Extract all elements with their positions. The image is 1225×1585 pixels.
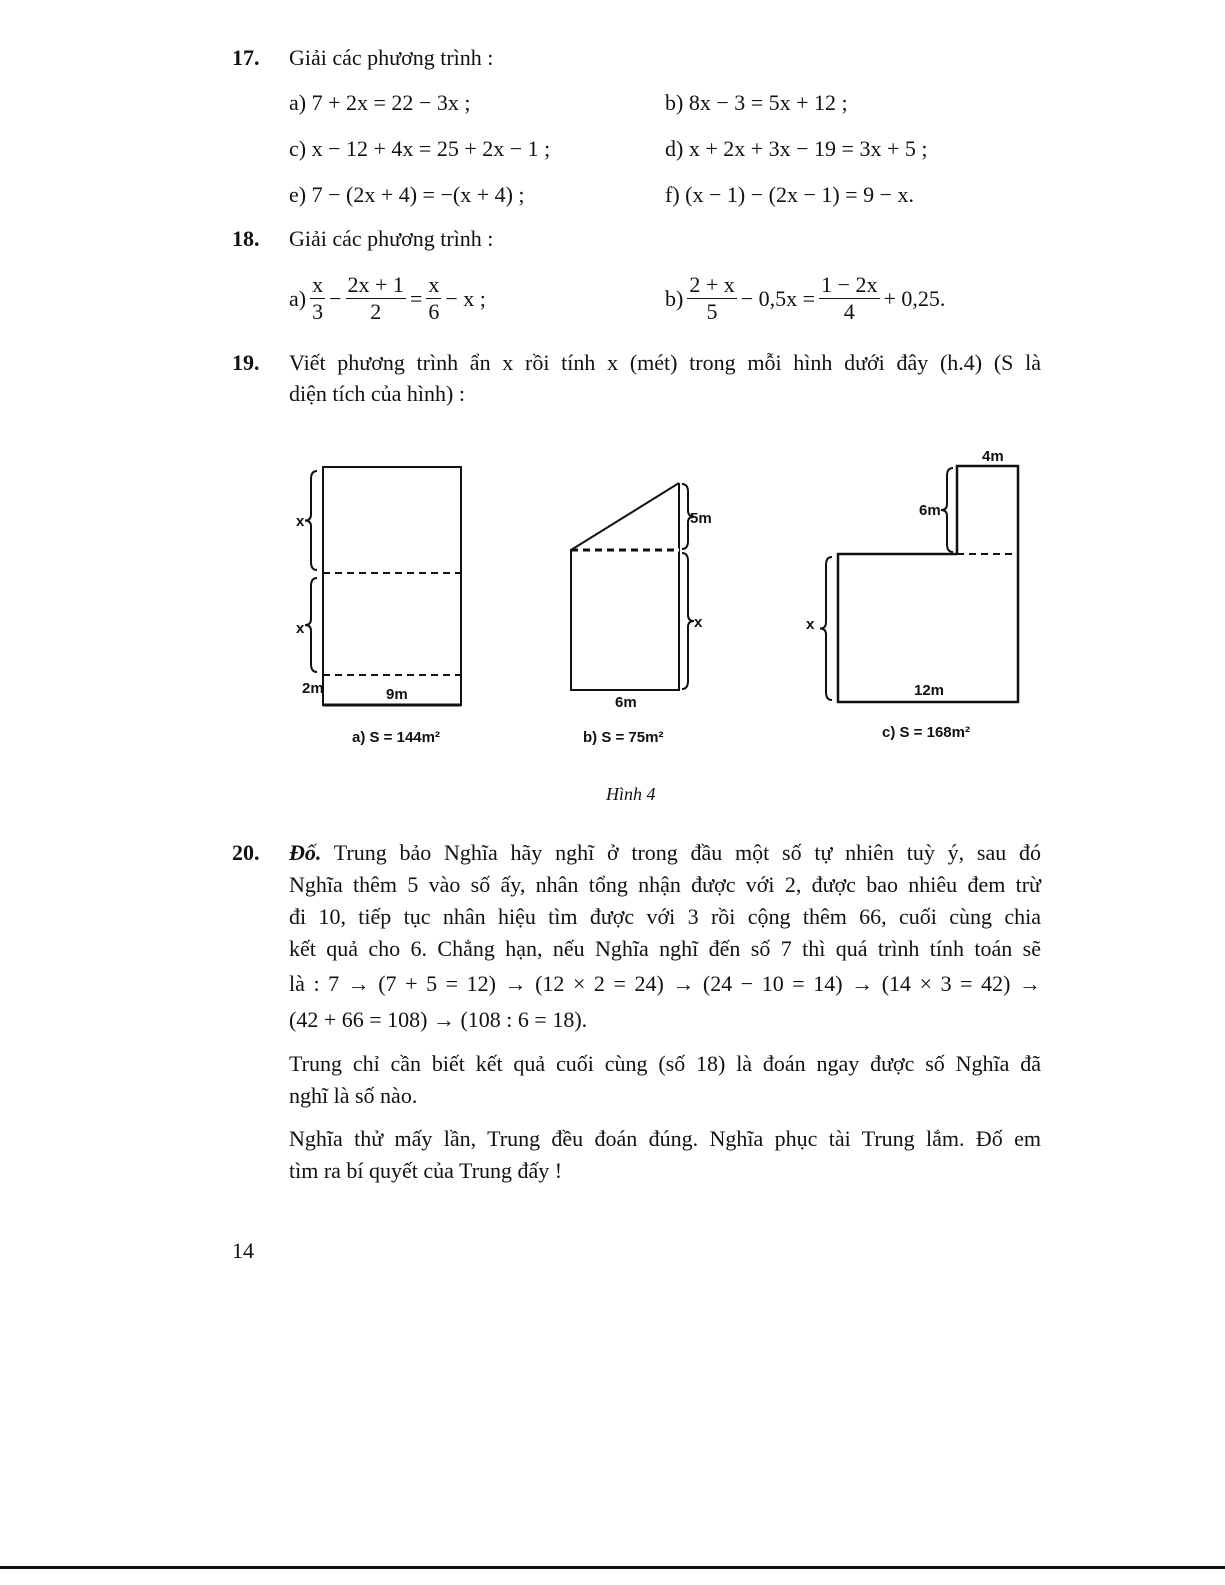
label-9m: 9m bbox=[386, 686, 408, 703]
operator: = bbox=[409, 285, 423, 311]
label-4m: 4m bbox=[982, 448, 1004, 465]
fraction: $\frac{1 - 2x}{4}$ bbox=[821, 272, 878, 324]
label-x: x bbox=[694, 614, 703, 631]
exercise-20-line: nghĩ là số nào. bbox=[289, 1083, 418, 1108]
exercise-19-line: Viết phương trình ẩn x rồi tính x (mét) trong mỗi hình dưới đây (h.4) (S là bbox=[289, 350, 1041, 375]
caption-a: a) S = 144m² bbox=[352, 729, 440, 746]
label-6m: 6m bbox=[615, 694, 637, 711]
exercise-17-number: 17. bbox=[232, 45, 260, 70]
exercise-20-line: kết quả cho 6. Chẳng hạn, nếu Nghĩa nghĩ đến số 7 thì quá trình tính toán sẽ bbox=[289, 936, 1041, 961]
middle: − 0,5x = bbox=[740, 285, 816, 311]
exercise-20-line: đi 10, tiếp tục nhân hiệu tìm được với 3 rồi cộng thêm 66, cuối cùng chia bbox=[289, 904, 1041, 929]
text: Trung bảo Nghĩa hãy nghĩ ở trong đầu một số tự nhiên tuỳ ý, sau đó bbox=[321, 840, 1041, 865]
label: b) bbox=[665, 285, 684, 311]
caption-b: b) S = 75m² bbox=[583, 729, 664, 746]
brace bbox=[682, 553, 694, 689]
exercise-18-number: 18. bbox=[232, 226, 260, 251]
exercise-20-line: tìm ra bí quyết của Trung đấy ! bbox=[289, 1158, 563, 1183]
exercise-17-title: Giải các phương trình : bbox=[289, 45, 494, 70]
figure-a bbox=[305, 467, 461, 705]
figure-b bbox=[571, 483, 694, 690]
label-12m: 12m bbox=[914, 682, 945, 699]
rectangle bbox=[323, 467, 461, 705]
eq-17e: e) 7 − (2x + 4) = −(x + 4) ; bbox=[289, 182, 525, 207]
figure-title: Hình 4 bbox=[606, 784, 656, 804]
hypotenuse bbox=[571, 483, 679, 550]
fraction: $\frac{2x + 1}{2}$ bbox=[347, 272, 404, 324]
eq-17f: f) (x − 1) − (2x − 1) = 9 − x. bbox=[665, 182, 914, 207]
eq-17a: a) 7 + 2x = 22 − 3x ; bbox=[289, 90, 471, 115]
caption-c: c) S = 168m² bbox=[882, 724, 970, 741]
brace bbox=[305, 471, 317, 570]
exercise-20-line bbox=[289, 840, 1041, 866]
exercise-19-number: 19. bbox=[232, 350, 260, 375]
page-number: 14 bbox=[232, 1238, 254, 1263]
exercise-20-line: Nghĩa thử mấy lần, Trung đều đoán đúng. Nghĩa phục tài Trung lắm. Đố em bbox=[289, 1126, 1041, 1151]
brace bbox=[305, 578, 317, 672]
rectangle bbox=[571, 550, 679, 690]
label-5m: 5m bbox=[690, 510, 712, 527]
brace bbox=[941, 468, 953, 552]
fraction: $\frac{x}{6}$ bbox=[428, 272, 440, 324]
exercise-20-line: Nghĩa thêm 5 vào số ấy, nhân tổng nhận được với 2, được bao nhiêu đem trừ bbox=[289, 872, 1041, 897]
exercise-20-line: (42 + 66 = 108) → (108 : 6 = 18). bbox=[289, 1007, 588, 1032]
brace bbox=[820, 557, 832, 700]
eq-17d: d) x + 2x + 3x − 19 = 3x + 5 ; bbox=[665, 136, 928, 161]
label-x: x bbox=[296, 620, 305, 637]
fraction: $\frac{x}{3}$ bbox=[312, 272, 324, 324]
tail: + 0,25. bbox=[883, 285, 946, 311]
label-6m: 6m bbox=[919, 502, 941, 519]
tail: − x ; bbox=[445, 285, 486, 311]
fraction: $\frac{2 + x}{5}$ bbox=[689, 272, 735, 324]
operator: − bbox=[329, 285, 342, 311]
label-2m: 2m bbox=[302, 680, 324, 697]
lead: Đố. bbox=[289, 840, 322, 865]
eq-17c: c) x − 12 + 4x = 25 + 2x − 1 ; bbox=[289, 136, 551, 161]
exercise-20-number: 20. bbox=[232, 840, 260, 865]
label-x: x bbox=[806, 616, 815, 633]
exercise-19-line: diện tích của hình) : bbox=[289, 381, 465, 406]
eq-17b: b) 8x − 3 = 5x + 12 ; bbox=[665, 90, 848, 115]
exercise-20-line: là : 7 → (7 + 5 = 12) → (12 × 2 = 24) → (24 − 10 = 14) → (14 × 3 = 42) → bbox=[289, 971, 1041, 996]
label: a) bbox=[289, 285, 307, 311]
exercise-18-title: Giải các phương trình : bbox=[289, 226, 494, 251]
bottom-rule bbox=[0, 1566, 1225, 1569]
label-x: x bbox=[296, 513, 305, 530]
exercise-20-line: Trung chỉ cần biết kết quả cuối cùng (số 18) là đoán ngay được số Nghĩa đã bbox=[289, 1051, 1041, 1076]
